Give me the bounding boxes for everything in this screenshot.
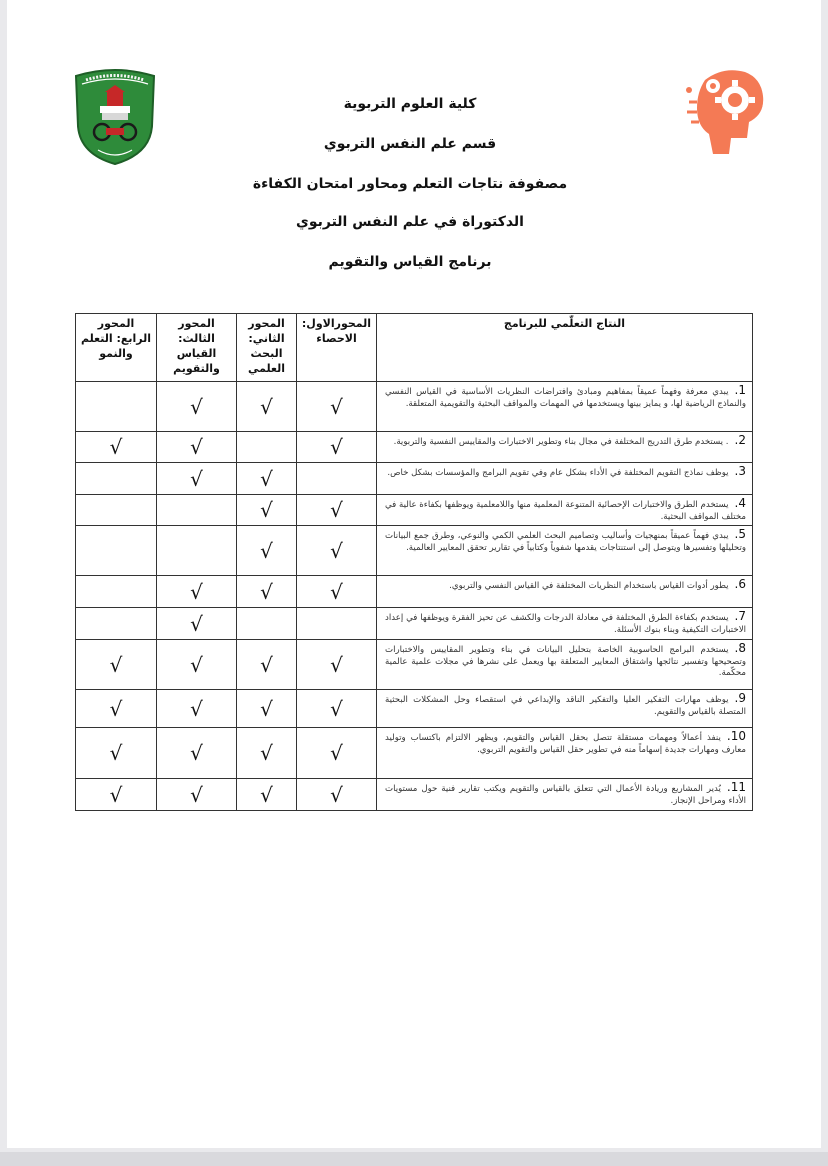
- table-row: [76, 495, 753, 526]
- checkmark-cell: √: [157, 576, 237, 608]
- checkmark-cell: [297, 608, 377, 640]
- department-title: قسم علم النفس التربوي: [323, 136, 497, 152]
- checkmark-cell: √: [237, 640, 297, 690]
- outcome-text: يبدي فهماً عميقاً بمنهجيات وأساليب وتصاميم البحث العلمي الكمي والنوعي، وطرق جمع البيانات وتحليلها وتفسيرها ويتوصل إلى استنتاجات يقدمها شفوياً وكتابياً في تقارير تحقق المعايير العالمية.: [385, 531, 746, 553]
- outcome-text: يُدير المشاريع وريادة الأعمال التي تتعلق بالقياس والتقويم ويكتب تقارير فنية حول مستويات الأداء ومراحل الإنجاز.: [385, 784, 746, 806]
- checkmark-cell: √: [297, 640, 377, 690]
- outcome-text: ينفذ أعمالاً ومهمات مستقلة تتصل بحقل القياس والتقويم، ويظهر الالتزام باكتساب وتوليد معارف ومهارات جديدة إسهاماً منه في تطوير حقل القياس والتقويم التربوي.: [385, 733, 746, 755]
- viewer-bottom-band: [0, 1152, 828, 1166]
- outcome-cell: [377, 640, 753, 690]
- outcome-number: 8.: [734, 641, 746, 655]
- degree-title: الدكتوراة في علم النفس التربوي: [296, 214, 524, 230]
- checkmark-cell: [237, 608, 297, 640]
- outcome-text: يوظف مهارات التفكير العليا والتفكير الناقد والإبداعي في استقصاء وحل المشكلات البحثية المتصلة بالقياس والتقويم.: [385, 695, 746, 717]
- outcome-cell: [377, 728, 753, 779]
- checkmark-cell: √: [237, 463, 297, 495]
- checkmark-cell: √: [76, 640, 157, 690]
- outcome-cell: [377, 495, 753, 526]
- outcome-number: 11.: [726, 780, 746, 794]
- outcome-text: يبدي معرفة وفهماً عميقاً بمفاهيم ومبادئ وافتراضات النظريات الأساسية في القياس النفسي والنماذج الرياضية لها، و يمايز بينها ويستخدمها في المهمات والمواقف البحثية والتقويمية المتعلقة.: [385, 387, 746, 409]
- checkmark-cell: [157, 495, 237, 526]
- checkmark-cell: √: [297, 779, 377, 811]
- outcome-text: يطور أدوات القياس باستخدام النظريات المختلفة في القياس النفسي والتربوي.: [449, 581, 729, 591]
- column-header-research: المحور الثاني: البحث العلمي: [237, 314, 297, 382]
- outcome-cell: [377, 463, 753, 495]
- outcome-cell: [377, 526, 753, 576]
- faculty-title: كلية العلوم التربوية: [343, 96, 477, 112]
- checkmark-cell: √: [297, 495, 377, 526]
- outcome-cell: [377, 432, 753, 463]
- checkmark-cell: √: [297, 382, 377, 432]
- checkmark-cell: √: [157, 640, 237, 690]
- outcome-cell: [377, 382, 753, 432]
- program-title: برنامج القياس والتقويم: [328, 254, 492, 270]
- checkmark-cell: √: [297, 728, 377, 779]
- checkmark-cell: √: [297, 526, 377, 576]
- checkmark-cell: √: [237, 690, 297, 728]
- checkmark-cell: √: [157, 690, 237, 728]
- table-row: [76, 463, 753, 495]
- checkmark-cell: √: [297, 432, 377, 463]
- outcome-cell: [377, 576, 753, 608]
- outcome-text: يستخدم الطرق والاختبارات الإحصائية المتنوعة المعلمية منها واللامعلمية ويوظفها بكفاءة عالية في مختلف المواقف البحثية.: [385, 500, 746, 522]
- checkmark-cell: √: [76, 779, 157, 811]
- outcome-cell: [377, 690, 753, 728]
- outcome-number: 4.: [734, 496, 746, 510]
- checkmark-cell: √: [157, 608, 237, 640]
- table-row: [76, 728, 753, 779]
- outcome-text: . يستخدم طرق التدريج المختلفة في مجال بناء وتطوير الاختبارات والمقاييس النفسية والتربوية.: [393, 437, 729, 447]
- outcome-number: 5.: [734, 527, 746, 541]
- checkmark-cell: √: [157, 779, 237, 811]
- table-row: [76, 640, 753, 690]
- checkmark-cell: [76, 608, 157, 640]
- table-row: [76, 690, 753, 728]
- outcome-number: 10.: [726, 729, 746, 743]
- checkmark-cell: [297, 463, 377, 495]
- document-title: مصفوفة نتاجات التعلم ومحاور امتحان الكفاءة: [252, 176, 568, 192]
- table-row: [76, 576, 753, 608]
- checkmark-cell: √: [297, 576, 377, 608]
- checkmark-cell: [76, 495, 157, 526]
- checkmark-cell: √: [237, 576, 297, 608]
- table-row: [76, 526, 753, 576]
- outcome-number: 9.: [734, 691, 746, 705]
- column-header-statistics: المحورالاول: الاحصاء: [297, 314, 377, 382]
- checkmark-cell: √: [76, 690, 157, 728]
- checkmark-cell: [157, 526, 237, 576]
- checkmark-cell: √: [237, 382, 297, 432]
- table-header-row: [76, 314, 753, 382]
- checkmark-cell: [237, 432, 297, 463]
- table-row: [76, 432, 753, 463]
- university-crest-logo: [72, 66, 158, 166]
- table-row: [76, 382, 753, 432]
- outcome-number: 6.: [734, 577, 746, 591]
- outcome-number: 2.: [734, 433, 746, 447]
- checkmark-cell: √: [76, 432, 157, 463]
- checkmark-cell: √: [297, 690, 377, 728]
- checkmark-cell: √: [157, 382, 237, 432]
- checkmark-cell: [76, 526, 157, 576]
- outcome-number: 1.: [734, 383, 746, 397]
- checkmark-cell: √: [76, 728, 157, 779]
- checkmark-cell: √: [237, 779, 297, 811]
- checkmark-cell: √: [237, 728, 297, 779]
- checkmark-cell: √: [157, 728, 237, 779]
- checkmark-cell: [76, 382, 157, 432]
- checkmark-cell: √: [157, 432, 237, 463]
- outcome-text: يستخدم بكفاءة الطرق المختلفة في معادلة الدرجات والكشف عن تحيز الفقرة ويوظفها في إعداد الاختبارات التكيفية وبناء بنوك الأسئلة.: [385, 613, 746, 635]
- column-header-outcome: النتاج التعلّمي للبرنامج: [377, 314, 753, 382]
- outcome-number: 7.: [734, 609, 746, 623]
- head-gears-logo: [683, 62, 765, 162]
- table-row: [76, 779, 753, 811]
- column-header-learning: المحور الرابع: التعلم والنمو: [76, 314, 157, 382]
- outcome-number: 3.: [734, 464, 746, 478]
- outcomes-matrix-table: [75, 313, 753, 811]
- checkmark-cell: √: [237, 526, 297, 576]
- outcome-text: يوظف نماذج التقويم المختلفة في الأداء بشكل عام وفي تقويم البرامج والمؤسسات بشكل خاص.: [387, 468, 729, 478]
- checkmark-cell: √: [157, 463, 237, 495]
- table-row: [76, 608, 753, 640]
- outcome-cell: [377, 779, 753, 811]
- checkmark-cell: [76, 576, 157, 608]
- checkmark-cell: √: [237, 495, 297, 526]
- column-header-measurement: المحور الثالث: القياس والتقويم: [157, 314, 237, 382]
- outcome-cell: [377, 608, 753, 640]
- checkmark-cell: [76, 463, 157, 495]
- outcome-text: يستخدم البرامج الحاسوبية الخاصة بتحليل البيانات في بناء وتطوير المقاييس والاختبارات وتصحيحها وتفسير نتائجها واشتقاق المعايير المتعلقة بها ويعمل على نشرها في مجلات علمية عالمية محكّمة.: [385, 645, 746, 678]
